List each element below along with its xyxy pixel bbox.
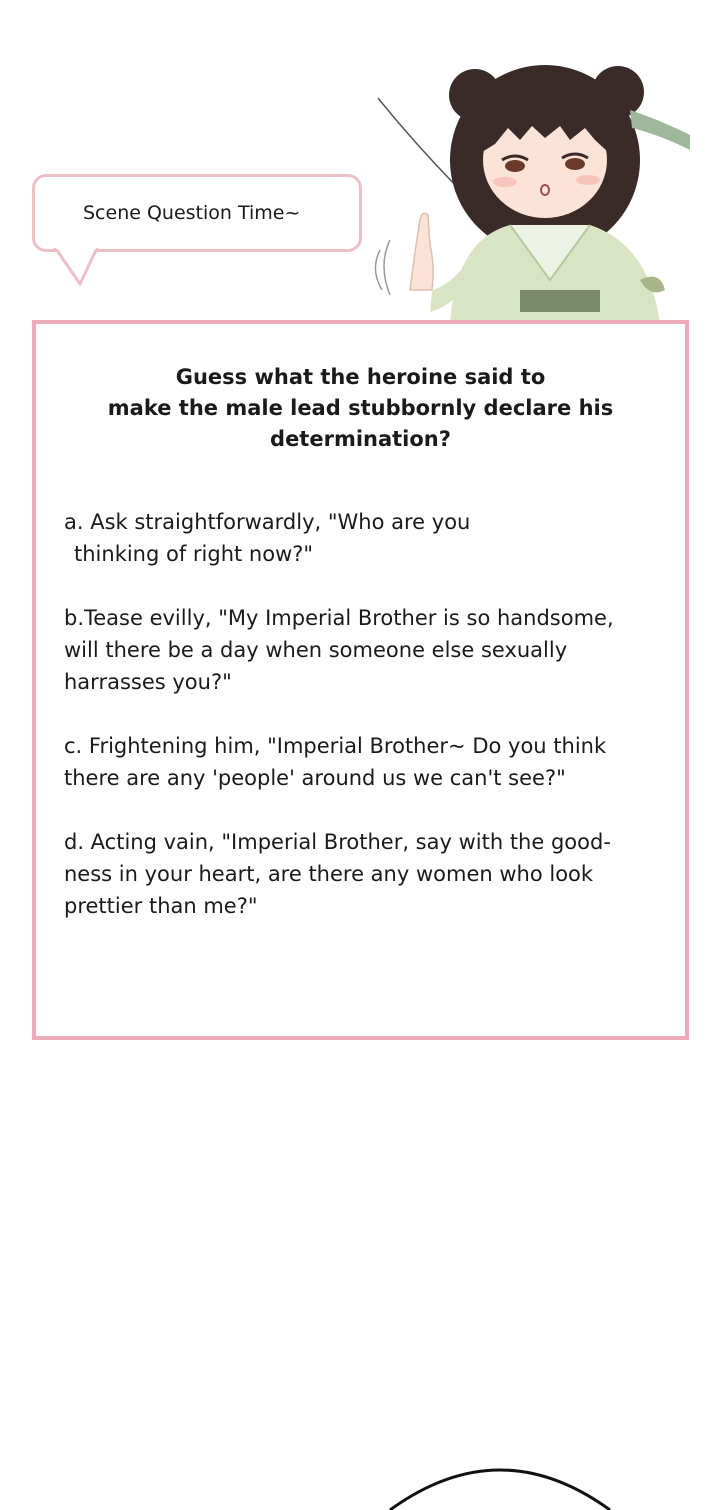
answer-options: [64, 506, 674, 954]
option-line: harrasses you?": [64, 670, 232, 694]
option-line: prettier than me?": [64, 894, 258, 918]
quiz-panel: [32, 320, 689, 1040]
quiz-question-line: Guess what the heroine said to: [175, 365, 546, 389]
option-line: c. Frightening him, "Imperial Brother~ Do you think: [64, 734, 607, 758]
option-line: ness in your heart, are there any women who look: [64, 862, 594, 886]
speech-bubble-text: Scene Question Time~: [83, 202, 301, 224]
option-line: b.Tease evilly, "My Imperial Brother is so handsome,: [64, 606, 614, 630]
option-line: thinking of right now?": [74, 542, 314, 566]
quiz-question: [36, 362, 685, 455]
speech-bubble-tail: [50, 248, 110, 290]
quiz-question-line: make the male lead stubbornly declare his: [107, 396, 614, 420]
option-line: a. Ask straightforwardly, "Who are you: [64, 510, 471, 534]
quiz-question-line: determination?: [270, 427, 451, 451]
speech-bubble: [32, 174, 362, 252]
option-a: [64, 506, 674, 570]
option-c: [64, 730, 674, 794]
option-d: [64, 826, 674, 922]
chibi-character-illustration: [360, 40, 690, 325]
option-line: d. Acting vain, "Imperial Brother, say with the good-: [64, 830, 611, 854]
option-line: there are any 'people' around us we can't see?": [64, 766, 566, 790]
option-b: [64, 602, 674, 698]
next-panel-edge: [380, 1450, 620, 1510]
option-line: will there be a day when someone else sexually: [64, 638, 568, 662]
